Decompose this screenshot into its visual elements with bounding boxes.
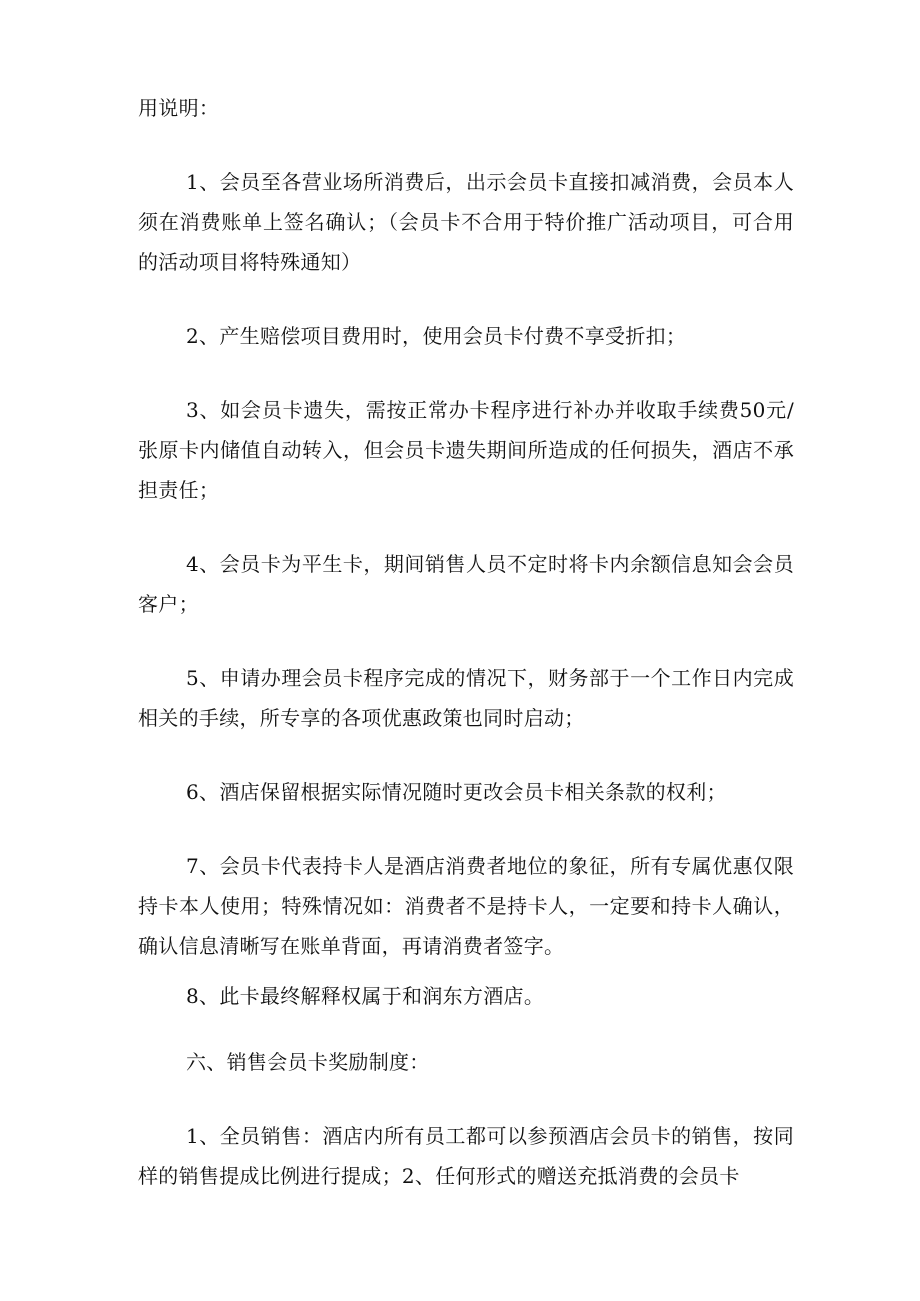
paragraph-rule-7: 7、会员卡代表持卡人是酒店消费者地位的象征，所有专属优惠仅限持卡本人使用；特殊情况如：消费者不是持卡人，一定要和持卡人确认，确认信息清晰写在账单背面，再请消费者签字。 [138, 854, 794, 958]
section-heading-sales-reward: 六、销售会员卡奖励制度： [186, 1050, 430, 1074]
document-body [138, 88, 794, 1196]
paragraph-rule-8: 8、此卡最终解释权属于和润东方酒店。 [186, 984, 545, 1008]
paragraph-reward-1: 1、全员销售：酒店内所有员工都可以参预酒店会员卡的销售，按同样的销售提成比例进行提成；2、任何形式的赠送充抵消费的会员卡 [138, 1124, 794, 1188]
paragraph-rule-6: 6、酒店保留根据实际情况随时更改会员卡相关条款的权利； [186, 780, 727, 804]
paragraph-rule-1: 1、会员至各营业场所消费后，出示会员卡直接扣减消费，会员本人须在消费账单上签名确认；（会员卡不合用于特价推广活动项目，可合用的活动项目将特殊通知） [138, 170, 794, 274]
paragraph-rule-3: 3、如会员卡遗失，需按正常办卡程序进行补办并收取手续费50元/张原卡内储值自动转入，但会员卡遗失期间所造成的任何损失，酒店不承担责任； [138, 398, 794, 502]
paragraph-rule-2: 2、产生赔偿项目费用时，使用会员卡付费不享受折扣； [186, 324, 687, 348]
paragraph-rule-4: 4、会员卡为平生卡，期间销售人员不定时将卡内余额信息知会会员客户； [138, 552, 794, 616]
paragraph-rule-5: 5、申请办理会员卡程序完成的情况下，财务部于一个工作日内完成相关的手续，所专享的各项优惠政策也同时启动； [138, 666, 794, 730]
paragraph-usage-heading: 用说明： [138, 96, 220, 120]
